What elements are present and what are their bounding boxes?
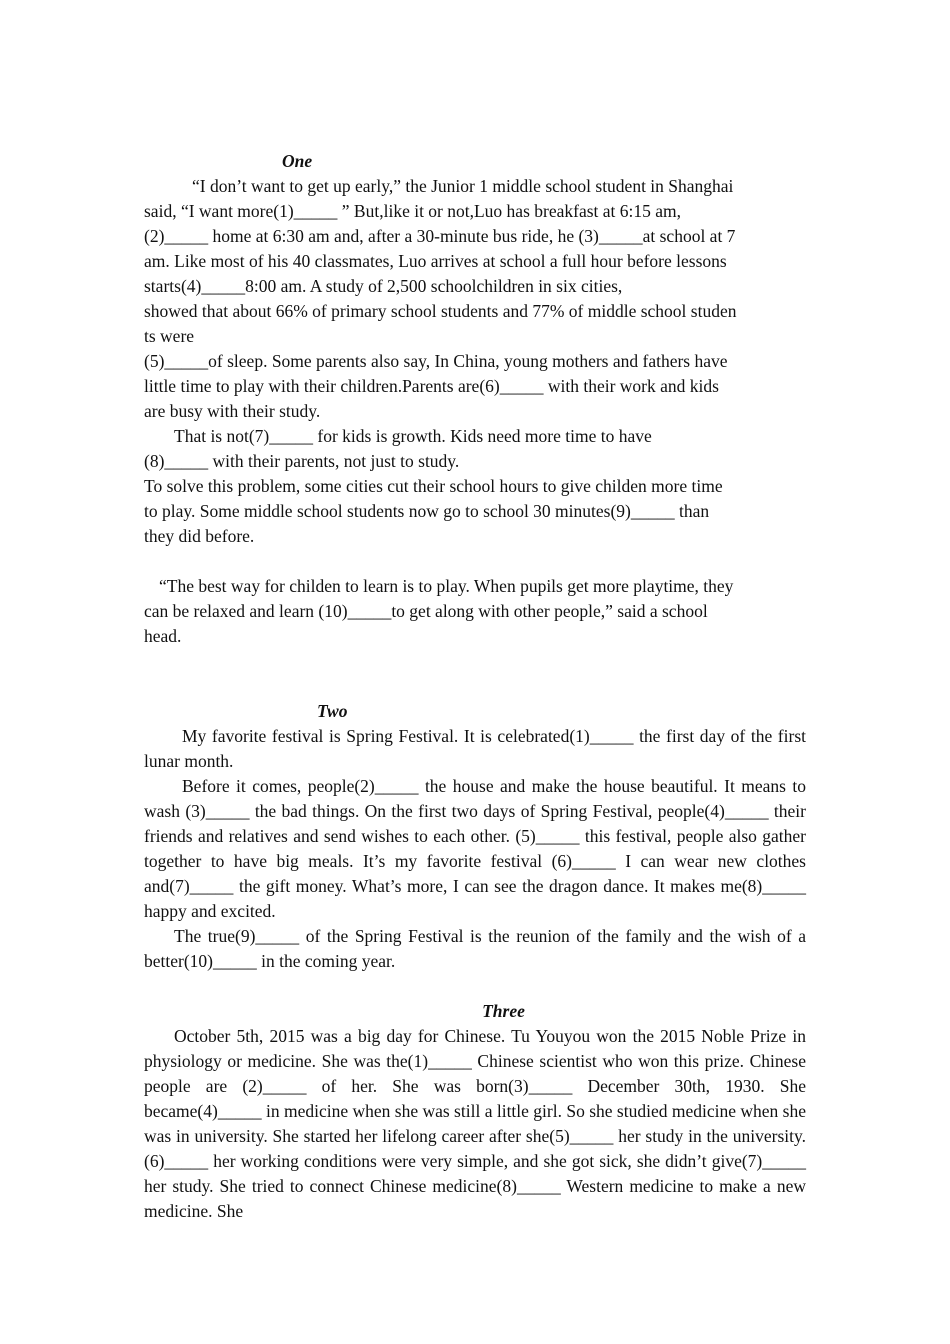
section-two-title: Two — [317, 701, 348, 721]
section-one-line: (2)_____ home at 6:30 am and, after a 30-minute bus ride, he (3)_____at school at 7 — [144, 226, 736, 246]
section-one-line: (5)_____of sleep. Some parents also say, In China, young mothers and fathers have — [144, 351, 728, 371]
section-one-line: (8)_____ with their parents, not just to study. — [144, 451, 460, 471]
section-one-line: am. Like most of his 40 classmates, Luo arrives at school a full hour before lessons — [144, 251, 727, 271]
section-three-body — [144, 1024, 806, 1224]
section-one-line: to play. Some middle school students now go to school 30 minutes(9)_____ than — [144, 501, 710, 521]
section-one-line: said, “I want more(1)_____ ” But,like it or not,Luo has breakfast at 6:15 am, — [144, 201, 682, 221]
section-one-line: That is not(7)_____ for kids is growth. Kids need more time to have — [174, 426, 652, 446]
section-three-title: Three — [482, 1001, 525, 1021]
section-one-line: little time to play with their children.Parents are(6)_____ with their work and kids — [144, 376, 719, 396]
section-one-line: are busy with their study. — [144, 401, 321, 421]
section-one-title: One — [282, 151, 313, 171]
section-two-body — [144, 724, 806, 974]
section-one-line: head. — [144, 626, 182, 646]
section-one-line: “The best way for childen to learn is to play. When pupils get more playtime, they — [159, 576, 734, 596]
document-page — [144, 149, 806, 1224]
section-two-paragraph: The true(9)_____ of the Spring Festival is the reunion of the family and the wish of a better(10)_____ in the coming year. — [144, 926, 806, 971]
section-two-paragraph: Before it comes, people(2)_____ the house and make the house beautiful. It means to wash (3)_____ the bad things. On the first two days of Spring Festival, people(4)_____ their friends and relatives and send wishes to each other. (5)_____ this festival, people also gather together to have big meals. It’s my favorite festival (6)_____ I can wear new clothes and(7)_____ the gift money. What’s more, I can see the dragon dance. It makes me(8)_____ happy and excited. — [144, 776, 806, 921]
blank-line — [144, 974, 806, 999]
section-one-line: can be relaxed and learn (10)_____to get along with other people,” said a school — [144, 601, 708, 621]
section-one-line: starts(4)_____8:00 am. A study of 2,500 schoolchildren in six cities, — [144, 276, 623, 296]
section-one-body — [144, 174, 806, 649]
section-one-line: To solve this problem, some cities cut their school hours to give childen more time — [144, 476, 723, 496]
section-one-line: ts were — [144, 326, 195, 346]
blank-line — [144, 549, 806, 574]
section-one-line: “I don’t want to get up early,” the Junior 1 middle school student in Shanghai — [192, 176, 734, 196]
section-two-paragraph: My favorite festival is Spring Festival. It is celebrated(1)_____ the first day of the first lunar month. — [144, 726, 806, 771]
section-three-paragraph: October 5th, 2015 was a big day for Chinese. Tu Youyou won the 2015 Noble Prize in physiology or medicine. She was the(1)_____ Chinese scientist who won this prize. Chinese people are (2)_____ of her. She was born(3)_____ December 30th, 1930. She became(4)_____ in medicine when she was still a little girl. So she studied medicine when she was in university. She started her lifelong career after she(5)_____ her study in the university. (6)_____ her working conditions were very simple, and she got sick, she didn’t give(7)_____ her study. She tried to connect Chinese medicine(8)_____ Western medicine to make a new medicine. She — [144, 1026, 806, 1221]
section-one-line: showed that about 66% of primary school students and 77% of middle school studen — [144, 301, 737, 321]
section-one-line: they did before. — [144, 526, 255, 546]
